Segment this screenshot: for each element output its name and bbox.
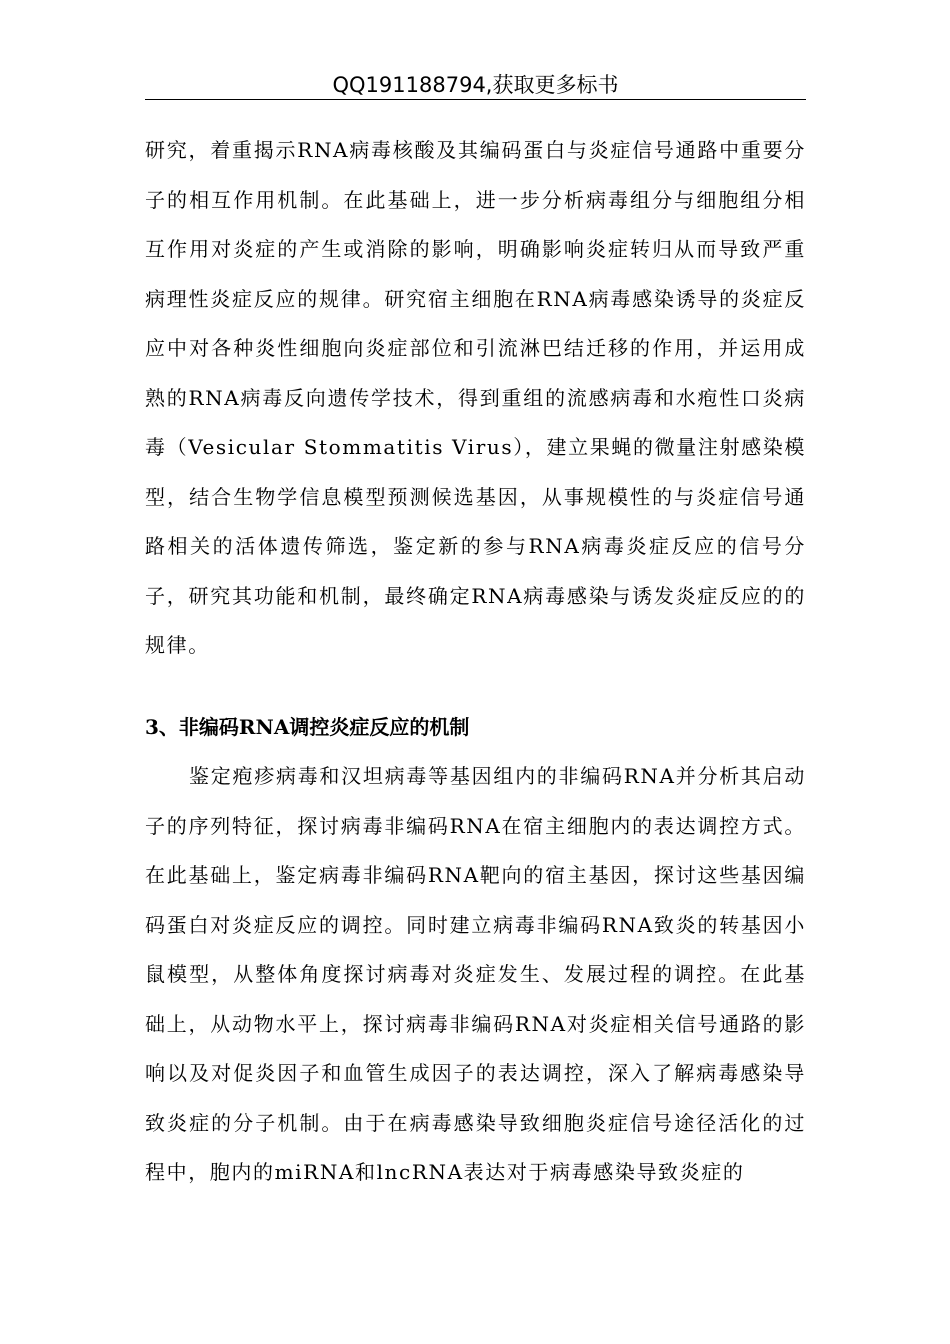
header-divider	[145, 99, 806, 100]
body-paragraph-1: 研究，着重揭示RNA病毒核酸及其编码蛋白与炎症信号通路中重要分子的相互作用机制。在此基础上，进一步分析病毒组分与细胞组分相互作用对炎症的产生或消除的影响，明确影响炎症转归从而导致严重病理性炎症反应的规律。研究宿主细胞在RNA病毒感染诱导的炎症反应中对各种炎性细胞向炎症部位和引流淋巴结迁移的作用，并运用成熟的RNA病毒反向遗传学技术，得到重组的流感病毒和水疱性口炎病毒（Vesicular Stommatitis Virus），建立果蝇的微量注射感染模型，结合生物学信息模型预测候选基因，从事规模性的与炎症信号通路相关的活体遗传筛选，鉴定新的参与RNA病毒炎症反应的信号分子，研究其功能和机制，最终确定RNA病毒感染与诱发炎症反应的的规律。	[145, 138, 806, 657]
section-heading: 3、非编码RNA调控炎症反应的机制	[145, 714, 470, 739]
body-paragraph-2: 鉴定疱疹病毒和汉坦病毒等基因组内的非编码RNA并分析其启动子的序列特征，探讨病毒非编码RNA在宿主细胞内的表达调控方式。在此基础上，鉴定病毒非编码RNA靶向的宿主基因，探讨这些基因编码蛋白对炎症反应的调控。同时建立病毒非编码RNA致炎的转基因小鼠模型，从整体角度探讨病毒对炎症发生、发展过程的调控。在此基础上，从动物水平上，探讨病毒非编码RNA对炎症相关信号通路的影响以及对促炎因子和血管生成因子的表达调控，深入了解病毒感染导致炎症的分子机制。由于在病毒感染导致细胞炎症信号途径活化的过程中，胞内的miRNA和lncRNA表达对于病毒感染导致炎症的	[145, 764, 806, 1184]
document-body	[145, 126, 806, 1198]
page-header: QQ191188794,获取更多标书	[332, 73, 619, 97]
